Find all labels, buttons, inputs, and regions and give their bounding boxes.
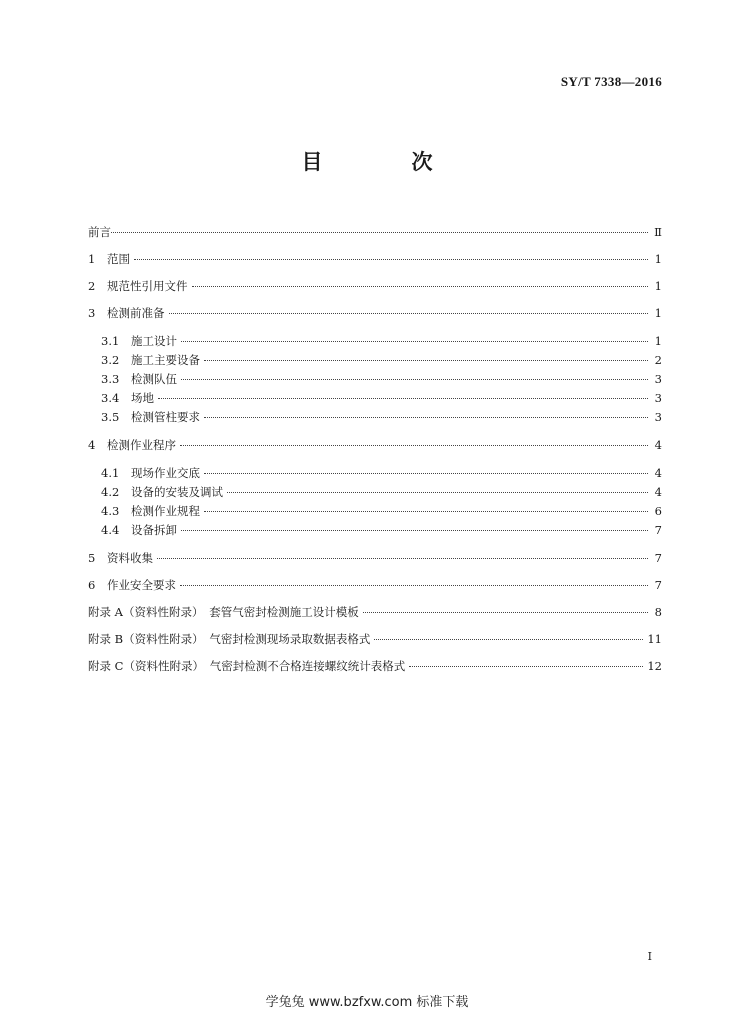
toc-leader: [363, 611, 648, 613]
toc-entry-4-3[interactable]: [101, 501, 662, 521]
toc-entry-3-3[interactable]: [101, 369, 662, 389]
toc-entry-page: 1: [654, 334, 662, 348]
toc-entry-text: 附录 A（资料性附录） 套管气密封检测施工设计模板: [88, 605, 359, 619]
toc-entry-number: 4: [88, 438, 96, 452]
toc-leader: [180, 584, 648, 586]
toc-leader: [192, 285, 649, 287]
toc-entry-text: 作业安全要求: [107, 578, 176, 592]
toc-entry-page: 4: [654, 485, 662, 499]
toc-entry-text: 资料收集: [107, 551, 153, 565]
toc-entry-1[interactable]: [88, 249, 662, 269]
toc-entry-number: 4.3: [101, 504, 120, 518]
toc-entry-5[interactable]: [88, 548, 662, 568]
toc-entry-3-4[interactable]: [101, 388, 662, 408]
toc-entry-page: 3: [654, 372, 662, 386]
toc-entry-page: 6: [654, 504, 662, 518]
toc-entry-appendix-b[interactable]: [88, 629, 662, 649]
toc-entry-4-2[interactable]: [101, 482, 662, 502]
toc-entry-text: 场地: [131, 391, 154, 405]
toc-entry-2[interactable]: [88, 276, 662, 296]
toc-leader: [134, 258, 648, 260]
toc-leader: [181, 340, 648, 342]
toc-entry-text: 设备拆卸: [131, 523, 177, 537]
toc-leader: [204, 472, 648, 474]
toc-entry-foreword[interactable]: [88, 222, 662, 242]
toc-entry-text: 检测前准备: [107, 306, 165, 320]
toc-title: 目 次: [301, 150, 467, 174]
toc-entry-page: 3: [654, 410, 662, 424]
standard-code: SY/T 7338—2016: [560, 74, 662, 89]
toc-leader: [409, 665, 643, 667]
toc-entry-number: 5: [88, 551, 96, 565]
toc-entry-text: 施工设计: [131, 334, 177, 348]
toc-entry-number: 6: [88, 578, 96, 592]
toc-entry-number: 4.1: [101, 466, 120, 480]
toc-entry-6[interactable]: [88, 575, 662, 595]
toc-entry-text: 检测管柱要求: [131, 410, 200, 424]
toc-entry-page: 8: [654, 605, 662, 619]
toc-entry-page: 1: [654, 306, 662, 320]
toc-leader: [204, 510, 648, 512]
toc-entry-text: 检测作业规程: [131, 504, 200, 518]
toc-entry-appendix-c[interactable]: [88, 656, 662, 676]
toc-entry-number: 3.3: [101, 372, 120, 386]
toc-entry-text: 检测作业程序: [107, 438, 176, 452]
toc-leader: [181, 378, 648, 380]
toc-leader: [169, 312, 649, 314]
toc-entry-page: 1: [654, 252, 662, 266]
toc-leader: [180, 444, 648, 446]
toc-leader: [181, 529, 648, 531]
toc-entry-text: 现场作业交底: [131, 466, 200, 480]
watermark: 学兔兔 www.bzfxw.com 标准下载: [265, 995, 469, 1010]
toc-entry-page: 7: [654, 523, 662, 537]
toc-entry-number: 3.4: [101, 391, 120, 405]
toc-leader: [204, 359, 648, 361]
toc-leader: [158, 397, 648, 399]
toc-leader: [374, 638, 643, 640]
toc-leader: [227, 491, 648, 493]
toc-entry-number: 1: [88, 252, 96, 266]
toc-entry-text: 附录 B（资料性附录） 气密封检测现场录取数据表格式: [88, 632, 371, 646]
toc-entry-page: 1: [654, 279, 662, 293]
toc-entry-page: 4: [654, 438, 662, 452]
toc-leader: [157, 557, 648, 559]
toc-entry-number: 4.4: [101, 523, 120, 537]
toc-entry-text: 范围: [107, 252, 130, 266]
toc-entry-text: 设备的安装及调试: [131, 485, 223, 499]
toc-entry-3-5[interactable]: [101, 407, 662, 427]
toc-entry-text: 前言: [88, 225, 111, 239]
toc-entry-text: 施工主要设备: [131, 353, 200, 367]
toc-entry-text: 附录 C（资料性附录） 气密封检测不合格连接螺纹统计表格式: [88, 659, 406, 673]
page-number: I: [647, 950, 652, 963]
toc-entry-3-2[interactable]: [101, 350, 662, 370]
toc-entry-page: 12: [647, 659, 662, 673]
toc-entry-appendix-a[interactable]: [88, 602, 662, 622]
toc-leader: [204, 416, 648, 418]
toc-entry-page: 4: [654, 466, 662, 480]
toc-entry-page: 2: [654, 353, 662, 367]
toc-entry-3[interactable]: [88, 303, 662, 323]
toc-entry-number: 3.1: [101, 334, 120, 348]
toc-entry-3-1[interactable]: [101, 331, 662, 351]
toc-entry-text: 规范性引用文件: [107, 279, 188, 293]
toc-entry-page: Ⅱ: [654, 225, 662, 239]
toc-entry-page: 7: [654, 578, 662, 592]
toc-entry-number: 3.5: [101, 410, 120, 424]
toc-entry-number: 3: [88, 306, 96, 320]
toc-entry-page: 7: [654, 551, 662, 565]
toc-entry-number: 4.2: [101, 485, 120, 499]
toc-entry-4[interactable]: [88, 435, 662, 455]
toc-entry-text: 检测队伍: [131, 372, 177, 386]
toc-leader: [111, 231, 648, 233]
toc-entry-number: 3.2: [101, 353, 120, 367]
toc-entry-page: 3: [654, 391, 662, 405]
toc-entry-page: 11: [647, 632, 662, 646]
toc-entry-4-4[interactable]: [101, 520, 662, 540]
toc-entry-number: 2: [88, 279, 96, 293]
toc-entry-4-1[interactable]: [101, 463, 662, 483]
